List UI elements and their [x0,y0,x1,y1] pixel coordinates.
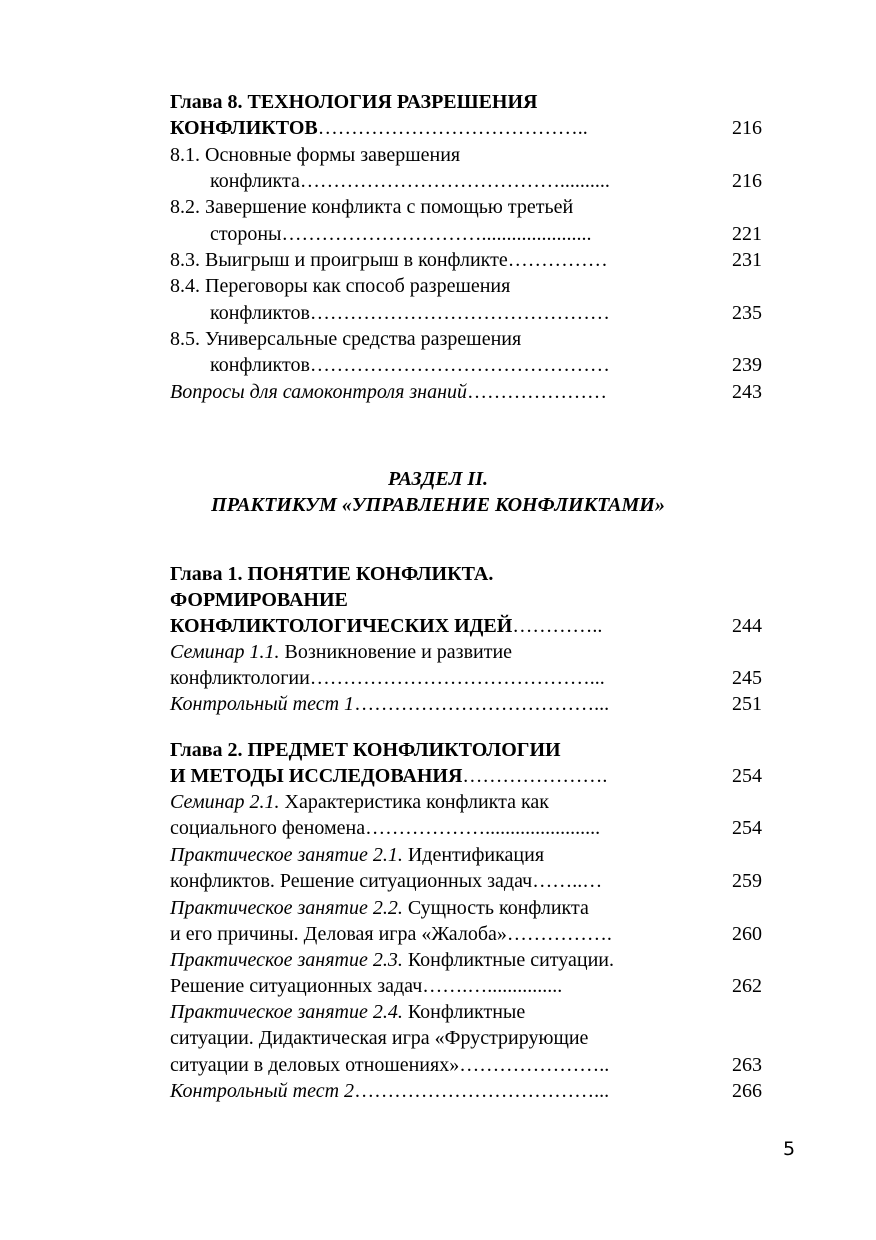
toc-practice-2-2-line1[interactable]: Практическое занятие 2.2. Сущность конфликта [170,897,589,919]
page-ref: 243 [732,381,762,403]
chapter1-heading-line2: ФОРМИРОВАНИЕ [170,589,348,611]
toc-item-8-5-line2[interactable]: конфликтов……………………………………… 239 [210,354,762,376]
page-ref: 239 [732,354,762,376]
toc-practice-2-3-line2[interactable]: Решение ситуационных задач…….…............... 262 [170,975,762,997]
toc-item-8-2-line1[interactable]: 8.2. Завершение конфликта с помощью третьей [170,196,574,218]
chapter8-heading-line1: Глава 8. ТЕХНОЛОГИЯ РАЗРЕШЕНИЯ [170,91,538,113]
toc-practice-2-4-line3[interactable]: ситуации в деловых отношениях»………………….. 263 [170,1054,762,1076]
page-ref: 244 [732,615,762,637]
page-ref: 235 [732,302,762,324]
page-ref: 254 [732,765,762,787]
page-ref: 221 [732,223,762,245]
chapter2-heading-line1: Глава 2. ПРЕДМЕТ КОНФЛИКТОЛОГИИ [170,739,561,761]
chapter2-heading-line2[interactable]: И МЕТОДЫ ИССЛЕДОВАНИЯ…………………. 254 [170,765,762,787]
toc-test-1[interactable]: Контрольный тест 1………………………………... 251 [170,693,762,715]
page-number: 5 [783,1138,796,1160]
toc-item-8-1-line1[interactable]: 8.1. Основные формы завершения [170,144,461,166]
toc-item-8-2-line2[interactable]: стороны…………………………...................... 221 [210,223,762,245]
toc-seminar-1-1-line2[interactable]: конфликтологии……………………………………... 245 [170,667,762,689]
toc-item-8-4-line2[interactable]: конфликтов……………………………………… 235 [210,302,762,324]
leader-dots: ………………………………….. [317,117,588,139]
toc-item-questions[interactable]: Вопросы для самоконтроля знаний………………… 243 [170,381,762,403]
toc-seminar-1-1-line1[interactable]: Семинар 1.1. Возникновение и развитие [170,641,513,663]
toc-seminar-2-1-line2[interactable]: социального феномена………………....................... 254 [170,817,762,839]
toc-practice-2-2-line2[interactable]: и его причины. Деловая игра «Жалоба»……………. 260 [170,923,762,945]
page-ref: 254 [732,817,762,839]
page-ref: 263 [732,1054,762,1076]
chapter1-heading-line3[interactable]: КОНФЛИКТОЛОГИЧЕСКИХ ИДЕЙ………….. 244 [170,615,762,637]
section-heading-line1: РАЗДЕЛ II. [388,468,488,490]
toc-practice-2-3-line1[interactable]: Практическое занятие 2.3. Конфликтные ситуации. [170,949,615,971]
toc-test-2[interactable]: Контрольный тест 2………………………………... 266 [170,1080,762,1102]
toc-item-8-5-line1[interactable]: 8.5. Универсальные средства разрешения [170,328,522,350]
page-ref: 216 [732,170,762,192]
page-ref: 262 [732,975,762,997]
chapter8-title-bold: КОНФЛИКТОВ [170,117,318,139]
toc-practice-2-4-line2[interactable]: ситуации. Дидактическая игра «Фрустрирующие [170,1027,589,1049]
page-ref: 216 [732,117,762,139]
toc-practice-2-4-line1[interactable]: Практическое занятие 2.4. Конфликтные [170,1001,526,1023]
page-ref: 245 [732,667,762,689]
page-ref: 259 [732,870,762,892]
toc-item-8-4-line1[interactable]: 8.4. Переговоры как способ разрешения [170,275,511,297]
page-ref: 266 [732,1080,762,1102]
toc-seminar-2-1-line1[interactable]: Семинар 2.1. Характеристика конфликта как [170,791,549,813]
toc-practice-2-1-line1[interactable]: Практическое занятие 2.1. Идентификация [170,844,545,866]
toc-item-8-3[interactable]: 8.3. Выигрыш и проигрыш в конфликте…………… 231 [170,249,762,271]
toc-practice-2-1-line2[interactable]: конфликтов. Решение ситуационных задач……..… 259 [170,870,762,892]
page-ref: 231 [732,249,762,271]
chapter1-heading-line1: Глава 1. ПОНЯТИЕ КОНФЛИКТА. [170,563,494,585]
page-ref: 260 [732,923,762,945]
section-heading-line2: ПРАКТИКУМ «УПРАВЛЕНИЕ КОНФЛИКТАМИ» [211,494,665,516]
toc-item-8-1-line2[interactable]: конфликта………………………………….......... 216 [210,170,762,192]
chapter8-heading-line2[interactable] [170,115,762,141]
page-ref: 251 [732,693,762,715]
